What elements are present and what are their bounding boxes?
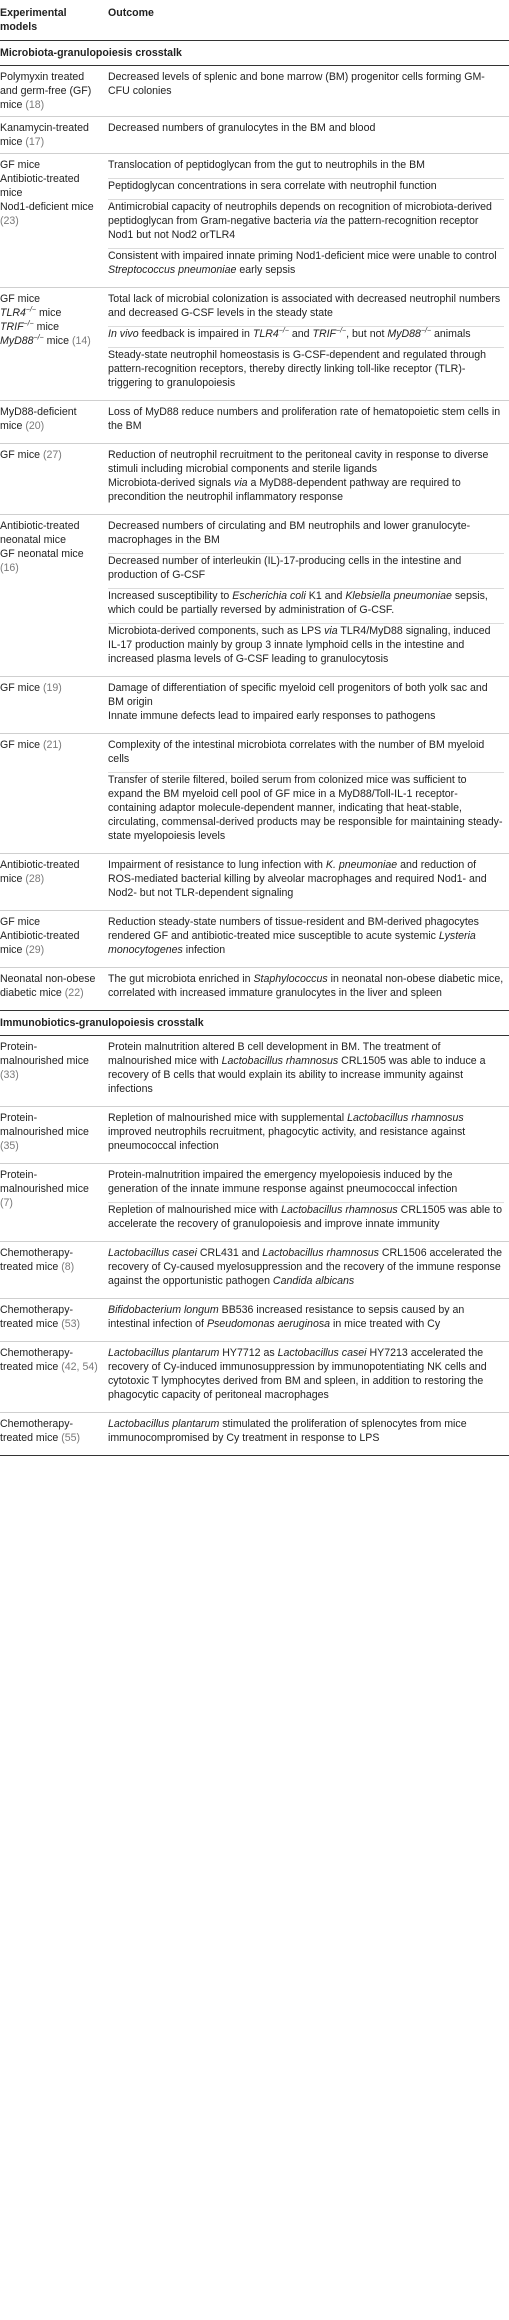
outcome-item: Lactobacillus plantarum stimulated the proliferation of splenocytes from mice immunocompromised by Cy treatment in response to LPS <box>108 1418 467 1444</box>
model-cell <box>0 1107 108 1164</box>
reference: (17) <box>25 136 45 148</box>
outcome-item: Damage of differentiation of specific myeloid cell progenitors of both yolk sac and BM origin Innate immune defects lead to impaired early responses to pathogens <box>108 682 488 722</box>
outcome-item: Repletion of malnourished mice with Lactobacillus rhamnosus CRL1505 was able to accelerate the recovery of granulopoiesis and improve innate immunity <box>108 1202 504 1237</box>
model-cell <box>0 854 108 911</box>
reference: (28) <box>25 873 45 885</box>
model-cell <box>0 1036 108 1107</box>
table-row <box>0 911 509 968</box>
model-text: Chemotherapy-treated mice <box>0 1418 74 1444</box>
outcome-item: Increased susceptibility to Escherichia coli K1 and Klebsiella pneumoniae sepsis, which could be partially reversed by administration of G-CSF. <box>108 588 504 623</box>
outcome-cell <box>108 288 509 401</box>
model-cell <box>0 1342 108 1413</box>
outcome-item: Reduction steady-state numbers of tissue-resident and BM-derived phagocytes rendered GF and antibiotic-treated mice susceptible to acute systemic Lysteria monocytogenes infection <box>108 916 479 956</box>
outcome-item: Decreased levels of splenic and bone marrow (BM) progenitor cells forming GM-CFU colonies <box>108 71 485 97</box>
model-text: GF mice <box>0 449 41 461</box>
table-row <box>0 734 509 854</box>
outcome-item: Antimicrobial capacity of neutrophils depends on recognition of microbiota-derived peptidoglycan from Gram-negative bacteria via the pattern-recognition receptor Nod1 but not Nod2 orTLR4 <box>108 199 504 248</box>
reference: (23) <box>0 215 19 227</box>
model-text: Kanamycin-treated mice <box>0 122 89 148</box>
table-row <box>0 401 509 444</box>
outcome-item: Reduction of neutrophil recruitment to the peritoneal cavity in response to diverse stimuli including microbial components and sterile ligands Microbiota-derived signals via a MyD88-dependent pathway are required to precondition the neutrophil inflammatory response <box>108 449 489 503</box>
reference: (14) <box>71 335 91 347</box>
outcome-item: Decreased numbers of circulating and BM neutrophils and lower granulocyte-macrophages in the BM <box>108 520 471 546</box>
model-cell <box>0 515 108 677</box>
reference: (53) <box>61 1318 81 1330</box>
table-row <box>0 515 509 677</box>
reference: (33) <box>0 1069 19 1081</box>
model-cell <box>0 288 108 401</box>
table-row <box>0 1036 509 1107</box>
model-text: GF mice Antibiotic-treated mice Nod1-deficient mice <box>0 159 94 213</box>
outcome-cell <box>108 154 509 288</box>
model-cell <box>0 401 108 444</box>
outcome-item: Consistent with impaired innate priming Nod1-deficient mice were unable to control Streptococcus pneumoniae early sepsis <box>108 248 504 283</box>
reference: (20) <box>25 420 45 432</box>
model-text: Chemotherapy-treated mice <box>0 1247 74 1273</box>
model-cell <box>0 1299 108 1342</box>
table-row <box>0 1342 509 1413</box>
outcome-item: Lactobacillus casei CRL431 and Lactobacillus rhamnosus CRL1506 accelerated the recovery of Cy-caused myelosuppression and the recovery of the immune response against the opportunistic pathogen Candida albicans <box>108 1247 502 1287</box>
outcome-item: Protein malnutrition altered B cell development in BM. The treatment of malnourished mice with Lactobacillus rhamnosus CRL1505 was able to induce a recovery of B cells that would explain its ability to increase immunity against infections <box>108 1041 486 1095</box>
model-cell <box>0 677 108 734</box>
model-text: GF mice TLR4−/− mice TRIF−/− mice MyD88−/− mice <box>0 293 69 347</box>
outcome-cell <box>108 1342 509 1413</box>
outcome-item: Transfer of sterile filtered, boiled serum from colonized mice was sufficient to expand the BM myeloid cell pool of GF mice in a MyD88/Toll-IL-1 receptor-containing adaptor molecule-dependent manner, indicating that heat-stable, circulating, commensal-derived products may be responsible for maintaining steady-state myelopoiesis levels <box>108 772 504 849</box>
section-title: Immunobiotics-granulopoiesis crosstalk <box>0 1011 509 1036</box>
outcome-item: The gut microbiota enriched in Staphylococcus in neonatal non-obese diabetic mice, correlated with increased immature granulocytes in the liver and spleen <box>108 973 504 999</box>
outcome-cell <box>108 401 509 444</box>
outcome-cell <box>108 444 509 515</box>
model-text: Protein-malnourished mice <box>0 1041 89 1067</box>
table-row <box>0 288 509 401</box>
table-row <box>0 1164 509 1242</box>
reference: (42, 54) <box>61 1361 98 1373</box>
section-title: Microbiota-granulopoiesis crosstalk <box>0 41 509 66</box>
model-text: Chemotherapy-treated mice <box>0 1304 74 1330</box>
reference: (21) <box>42 739 62 751</box>
reference: (16) <box>0 562 19 574</box>
outcome-item: Steady-state neutrophil homeostasis is G-CSF-dependent and regulated through pattern-recognition receptors, thereby directly linking toll-like receptor (TLR)-triggering to granulopoiesis <box>108 347 504 396</box>
table-row <box>0 117 509 154</box>
outcome-item: Microbiota-derived components, such as LPS via TLR4/MyD88 signaling, induced IL-17 production mainly by group 3 innate lymphoid cells in the intestine and increased plasma levels of G-CSF leading to granulocytosis <box>108 623 504 672</box>
outcome-item: Decreased numbers of granulocytes in the BM and blood <box>108 122 376 134</box>
table-header-row <box>0 0 509 41</box>
model-cell <box>0 1164 108 1242</box>
model-text: GF mice Antibiotic-treated mice <box>0 916 80 956</box>
model-text: Polymyxin treated and germ-free (GF) mice <box>0 71 92 111</box>
outcome-item: Translocation of peptidoglycan from the gut to neutrophils in the BM <box>108 159 426 171</box>
model-cell <box>0 968 108 1011</box>
model-text: GF mice <box>0 682 41 694</box>
model-text: Neonatal non-obese diabetic mice <box>0 973 96 999</box>
model-cell <box>0 911 108 968</box>
outcome-item: Lactobacillus plantarum HY7712 as Lactobacillus casei HY7213 accelerated the recovery of Cy-induced immunosuppression by immunopotentiating NK cells and cytotoxic T lymphocytes derived from BM and spleen, in addition to restoring the phagocytic capacity of peritoneal macrophages <box>108 1347 487 1401</box>
table-body <box>0 41 509 1456</box>
outcome-cell <box>108 911 509 968</box>
model-cell <box>0 154 108 288</box>
model-text: Protein-malnourished mice <box>0 1112 89 1138</box>
model-cell <box>0 1413 108 1456</box>
reference: (8) <box>61 1261 75 1273</box>
outcome-cell <box>108 1164 509 1242</box>
table-row <box>0 1413 509 1456</box>
table-row <box>0 677 509 734</box>
outcome-item: Decreased number of interleukin (IL)-17-producing cells in the intestine and production of G-CSF <box>108 553 504 588</box>
outcome-cell <box>108 1242 509 1299</box>
outcome-cell <box>108 117 509 154</box>
model-text: Chemotherapy-treated mice <box>0 1347 74 1373</box>
table-row <box>0 1107 509 1164</box>
outcome-item: Total lack of microbial colonization is associated with decreased neutrophil numbers and decreased G-CSF levels in the steady state <box>108 293 501 319</box>
header-models: Experimental models <box>0 0 108 41</box>
outcome-cell <box>108 854 509 911</box>
model-text: MyD88-deficient mice <box>0 406 77 432</box>
header-outcome: Outcome <box>108 0 509 41</box>
outcome-cell <box>108 66 509 117</box>
reference: (35) <box>0 1140 19 1152</box>
model-text: Antibiotic-treated mice <box>0 859 80 885</box>
outcome-cell <box>108 1107 509 1164</box>
outcome-cell <box>108 1413 509 1456</box>
table-row <box>0 154 509 288</box>
table-row <box>0 1242 509 1299</box>
model-text: Protein-malnourished mice <box>0 1169 89 1195</box>
model-text: Antibiotic-treated neonatal mice GF neonatal mice <box>0 520 84 560</box>
reference: (55) <box>61 1432 81 1444</box>
model-cell <box>0 444 108 515</box>
section-header-row <box>0 1011 509 1036</box>
outcome-item: In vivo feedback is impaired in TLR4−/− and TRIF−/−, but not MyD88−/− animals <box>108 326 504 347</box>
reference: (29) <box>25 944 45 956</box>
outcome-item: Impairment of resistance to lung infection with K. pneumoniae and reduction of ROS-mediated bacterial killing by alveolar macrophages and required Nod1- and Nod2- but not TLR-dependent signaling <box>108 859 487 899</box>
outcome-cell <box>108 1299 509 1342</box>
reference: (27) <box>42 449 62 461</box>
reference: (18) <box>25 99 45 111</box>
reference: (19) <box>42 682 62 694</box>
section-header-row <box>0 41 509 66</box>
model-cell <box>0 734 108 854</box>
table-row <box>0 1299 509 1342</box>
table-row <box>0 968 509 1011</box>
outcome-item: Protein-malnutrition impaired the emergency myelopoiesis induced by the generation of the innate immune response against pneumococcal infection <box>108 1169 458 1195</box>
model-cell <box>0 117 108 154</box>
outcome-cell <box>108 968 509 1011</box>
model-text: GF mice <box>0 739 41 751</box>
outcome-cell <box>108 515 509 677</box>
outcome-item: Repletion of malnourished mice with supplemental Lactobacillus rhamnosus improved neutrophils recruitment, phagocytic activity, and resistance against pneumococcal infection <box>108 1112 466 1152</box>
table-row <box>0 854 509 911</box>
outcome-item: Complexity of the intestinal microbiota correlates with the number of BM myeloid cells <box>108 739 485 765</box>
outcome-cell <box>108 1036 509 1107</box>
model-cell <box>0 1242 108 1299</box>
outcome-item: Peptidoglycan concentrations in sera correlate with neutrophil function <box>108 178 504 199</box>
outcome-item: Loss of MyD88 reduce numbers and proliferation rate of hematopoietic stem cells in the BM <box>108 406 501 432</box>
reference: (22) <box>64 987 84 999</box>
model-cell <box>0 66 108 117</box>
reference: (7) <box>0 1197 13 1209</box>
outcome-cell <box>108 677 509 734</box>
outcome-cell <box>108 734 509 854</box>
table-row <box>0 66 509 117</box>
table-row <box>0 444 509 515</box>
outcome-item: Bifidobacterium longum BB536 increased resistance to sepsis caused by an intestinal infection of Pseudomonas aeruginosa in mice treated with Cy <box>108 1304 465 1330</box>
